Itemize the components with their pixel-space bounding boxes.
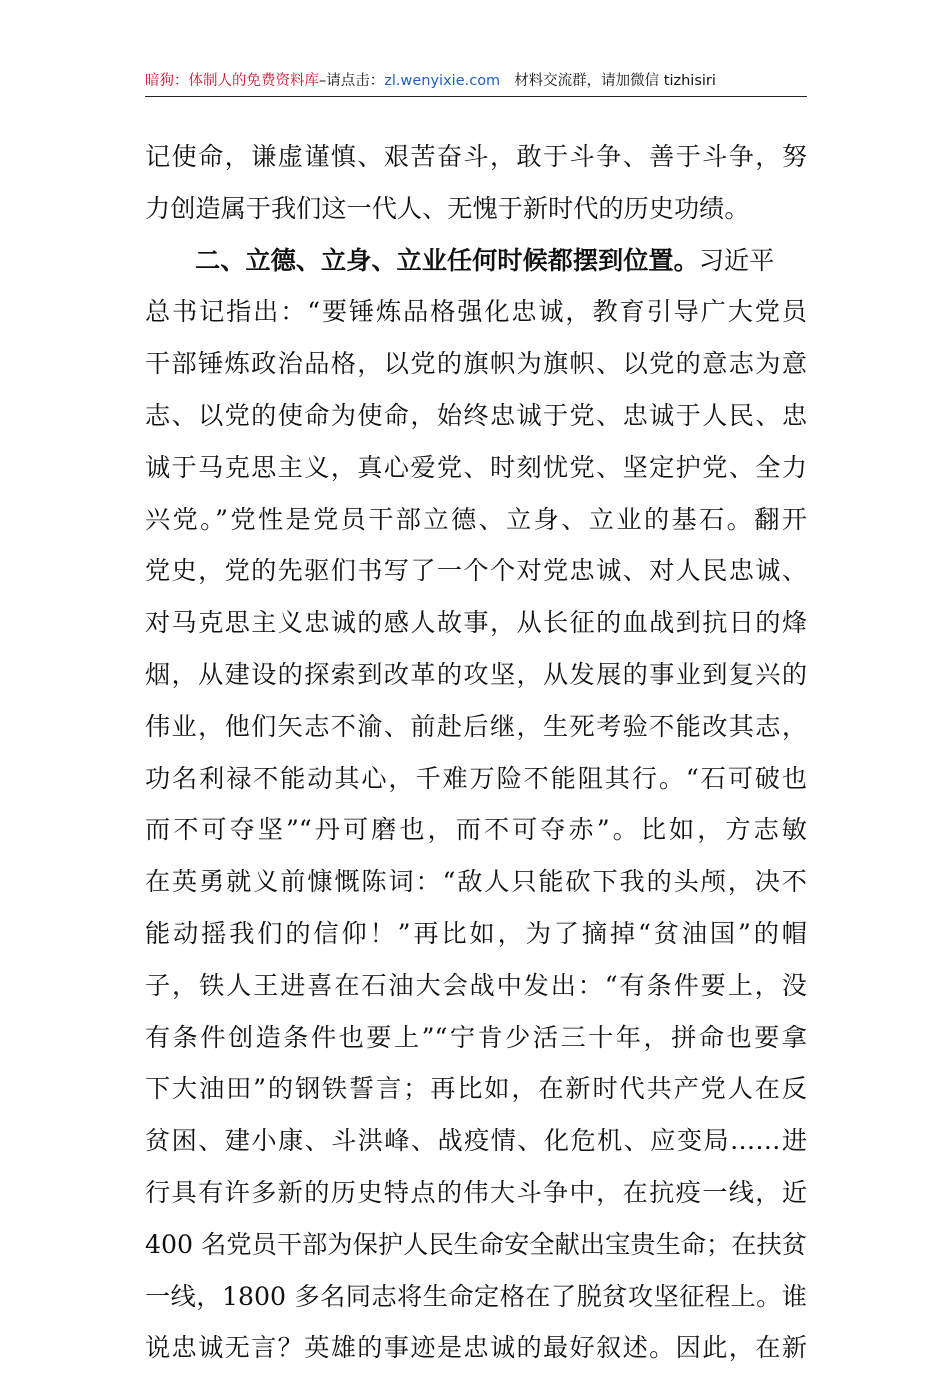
header-link[interactable]: zl.wenyixie.com xyxy=(384,73,501,89)
text-line: 总书记指出：“要锤炼品格强化忠诚，教育引导广大党员 xyxy=(145,297,807,327)
header-contact: 材料交流群，请加微信 tizhisiri xyxy=(514,73,716,89)
text-line: 干部锤炼政治品格，以党的旗帜为旗帜、以党的意志为意 xyxy=(145,349,807,379)
header-brand: 暗狗：体制人的免费资料库 xyxy=(145,73,319,89)
text-line: 功名利禄不能动其心，千难万险不能阻其行。“石可破也 xyxy=(145,763,807,793)
page-header xyxy=(145,66,807,97)
document-body xyxy=(145,131,807,1374)
text-line: 有条件创造条件也要上”“宁肯少活三十年，拼命也要拿 xyxy=(145,1022,807,1052)
text-line: 力创造属于我们这一代人、无愧于新时代的历史功绩。 xyxy=(145,193,750,223)
text-line: 400 名党员干部为保护人民生命安全献出宝贵生命；在扶贫 xyxy=(145,1229,807,1259)
text-line: 下大油田”的钢铁誓言；再比如，在新时代共产党人在反 xyxy=(145,1074,807,1104)
text-line: 烟，从建设的探索到改革的攻坚，从发展的事业到复兴的 xyxy=(145,659,807,689)
text-line: 对马克思主义忠诚的感人故事，从长征的血战到抗日的烽 xyxy=(145,608,807,638)
text-line: 而不可夺坚”“丹可磨也，而不可夺赤”。比如，方志敏 xyxy=(145,815,807,845)
text-line: 志、以党的使命为使命，始终忠诚于党、忠诚于人民、忠 xyxy=(145,400,807,430)
text-line: 诚于马克思主义，真心爱党、时刻忧党、坚定护党、全力 xyxy=(145,452,807,482)
text-line: 行具有许多新的历史特点的伟大斗争中，在抗疫一线，近 xyxy=(145,1177,807,1207)
text-line: 说忠诚无言？英雄的事迹是忠诚的最好叙述。因此，在新 xyxy=(145,1333,807,1363)
text-run: 习近平 xyxy=(698,245,775,275)
text-line: 伟业，他们矢志不渝、前赴后继，生死考验不能改其志， xyxy=(145,711,807,741)
section-heading-line xyxy=(145,235,807,287)
text-line: 能动摇我们的信仰！”再比如，为了摘掉“贫油国”的帽 xyxy=(145,918,807,948)
text-line: 在英勇就义前慷慨陈词：“敌人只能砍下我的头颅，决不 xyxy=(145,867,807,897)
text-line: 记使命，谦虚谨慎、艰苦奋斗，敢于斗争、善于斗争，努 xyxy=(145,142,807,171)
text-line: 党史，党的先驱们书写了一个个对党忠诚、对人民忠诚、 xyxy=(145,556,807,586)
paragraph-body xyxy=(145,286,807,1374)
text-line: 一线，1800 多名同志将生命定格在了脱贫攻坚征程上。谁 xyxy=(145,1281,807,1311)
text-line: 贫困、建小康、斗洪峰、战疫情、化危机、应变局……进 xyxy=(145,1126,807,1156)
header-separator: –请点击： xyxy=(319,73,385,89)
text-line: 子，铁人王进喜在石油大会战中发出：“有条件要上，没 xyxy=(145,970,807,1000)
section-heading: 二、立德、立身、立业任何时候都摆到位置。 xyxy=(195,244,699,275)
text-line: 兴党。”党性是党员干部立德、立身、立业的基石。翻开 xyxy=(145,504,807,534)
